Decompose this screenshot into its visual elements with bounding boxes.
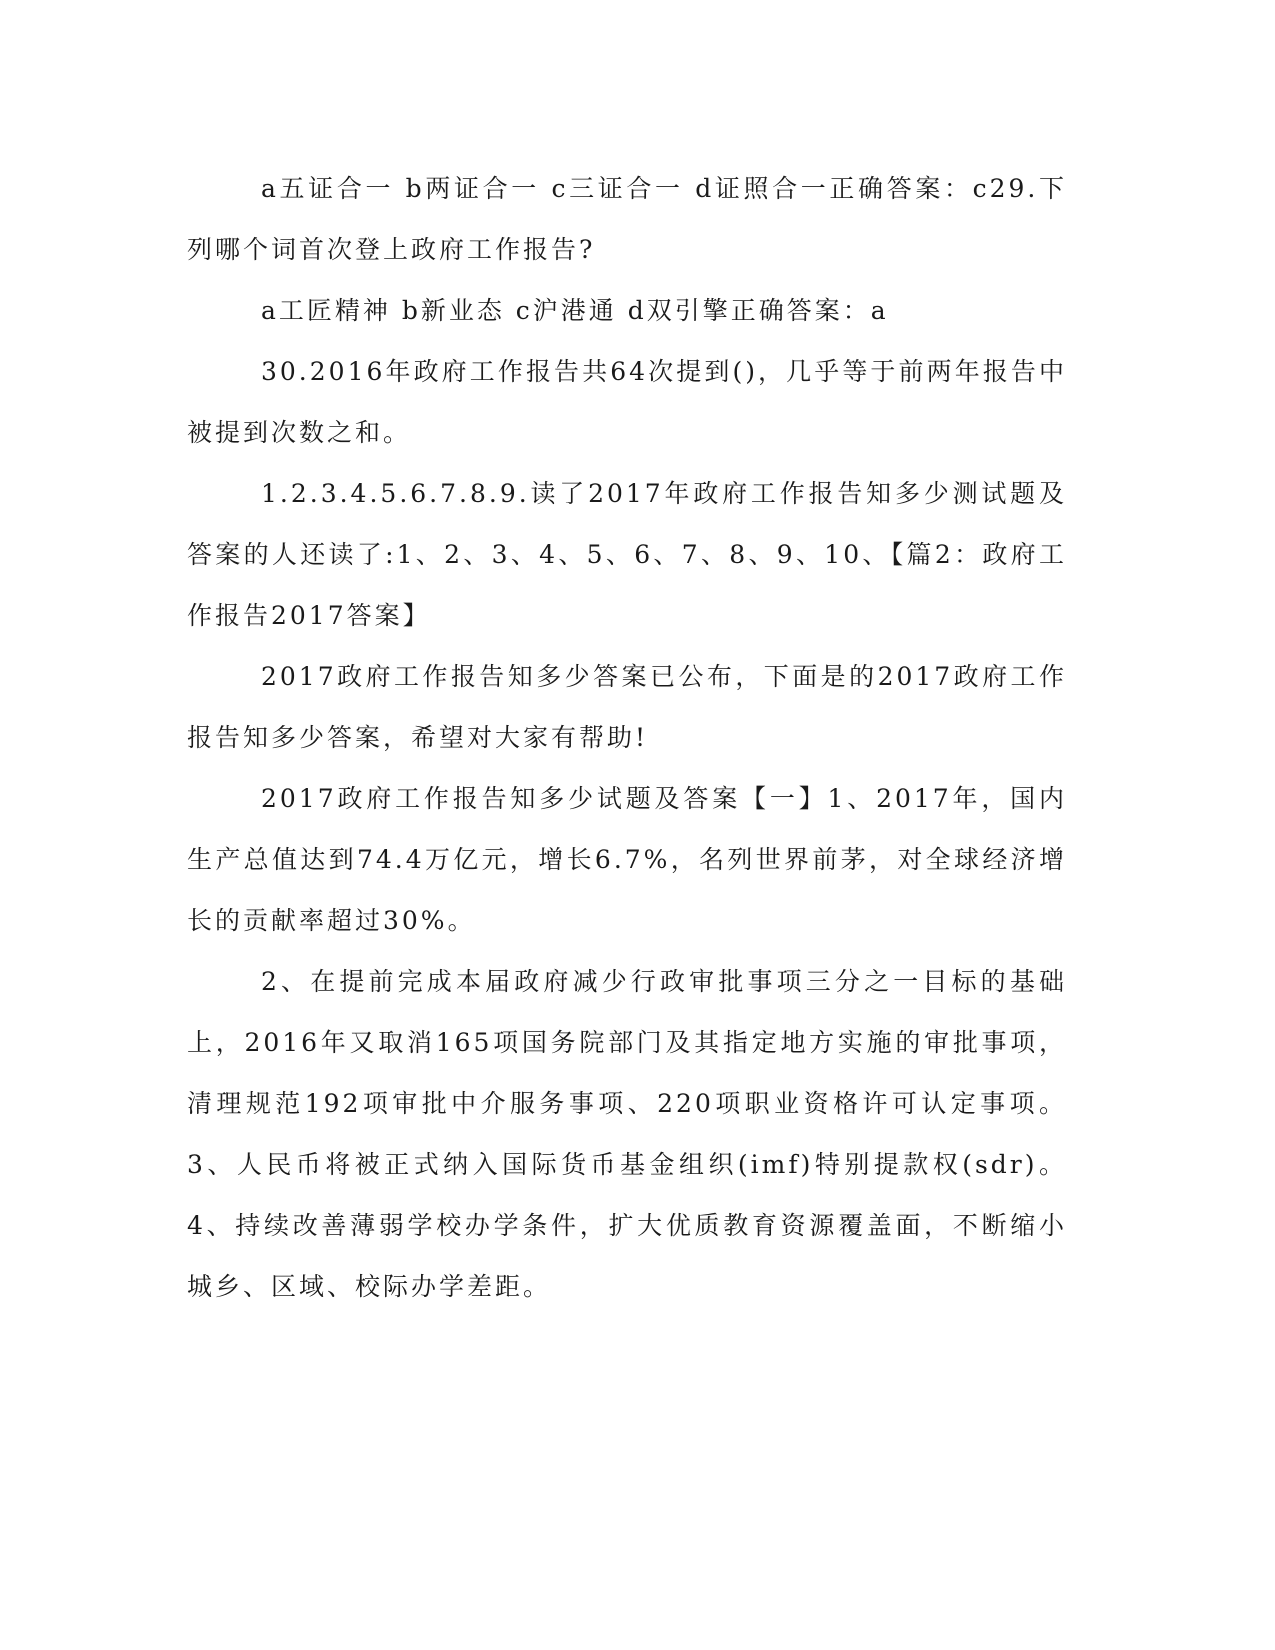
paragraph-answers-continued: 2、在提前完成本届政府减少行政审批事项三分之一目标的基础上，2016年又取消165项国务院部门及其指定地方实施的审批事项，清理规范192项审批中介服务事项、220项职业资格许可认定事项。3、人民币将被正式纳入国际货币基金组织(imf)特别提款权(sdr)。4、持续改善薄弱学校办学条件，扩大优质教育资源覆盖面，不断缩小城乡、区域、校际办学差距。 bbox=[187, 967, 1067, 1301]
paragraph-related-reading: 1.2.3.4.5.6.7.8.9.读了2017年政府工作报告知多少测试题及答案的人还读了:1、2、3、4、5、6、7、8、9、10、【篇2：政府工作报告2017答案】 bbox=[187, 479, 1067, 630]
paragraph-answers-part-one: 2017政府工作报告知多少试题及答案【一】1、2017年，国内生产总值达到74.4万亿元，增长6.7%，名列世界前茅，对全球经济增长的贡献率超过30%。 bbox=[187, 784, 1067, 935]
paragraph-q29-options: a工匠精神 b新业态 c沪港通 d双引擎正确答案：a bbox=[261, 296, 889, 325]
paragraph-intro: 2017政府工作报告知多少答案已公布，下面是的2017政府工作报告知多少答案，希望对大家有帮助! bbox=[187, 662, 1067, 752]
document-body bbox=[187, 158, 1067, 1317]
paragraph-q28-options: a五证合一 b两证合一 c三证合一 d证照合一正确答案：c29.下列哪个词首次登上政府工作报告? bbox=[187, 174, 1067, 264]
paragraph-q30: 30.2016年政府工作报告共64次提到()，几乎等于前两年报告中被提到次数之和。 bbox=[187, 357, 1067, 447]
